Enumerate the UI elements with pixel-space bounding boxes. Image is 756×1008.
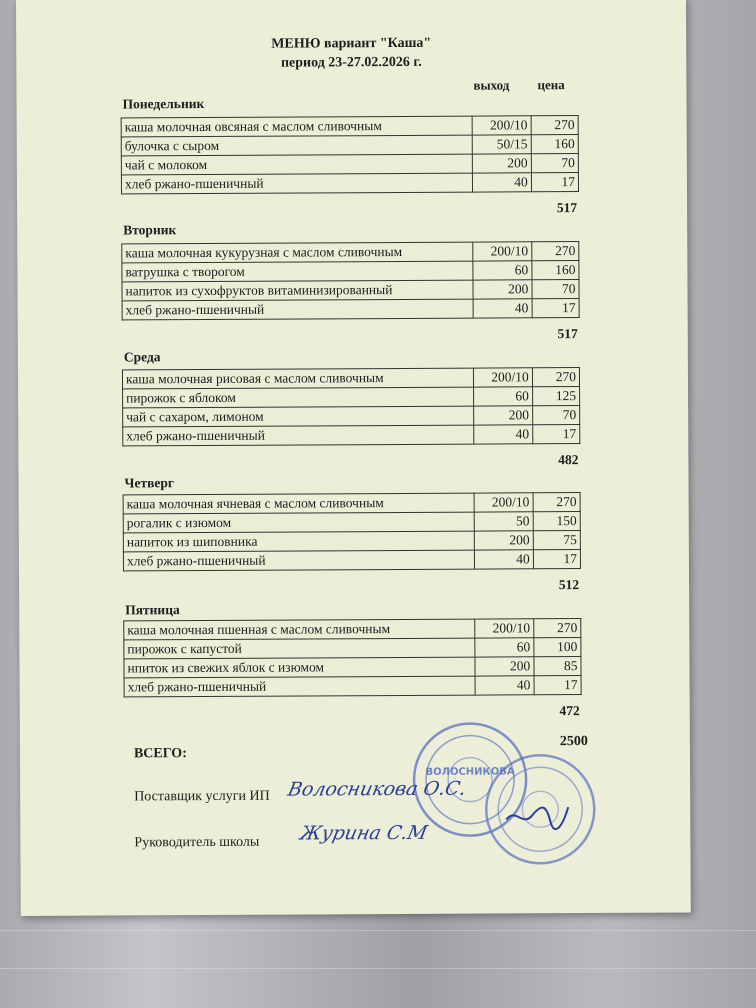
- table-row: [122, 242, 579, 263]
- table-row: [121, 173, 578, 194]
- dish-yield: 200/10: [474, 619, 533, 638]
- table-row: [123, 493, 580, 514]
- dish-name: каша молочная ячневая с маслом сливочным: [123, 493, 474, 514]
- table-row: [123, 550, 580, 571]
- dish-name: хлеб ржано-пшеничный: [123, 425, 474, 446]
- dish-yield: 200: [473, 406, 532, 425]
- table-row: [124, 676, 581, 697]
- dish-price: 17: [532, 299, 579, 318]
- dish-name: пирожок с капустой: [124, 638, 475, 659]
- dish-yield: 200/10: [473, 368, 532, 387]
- dish-name: чай с молоком: [121, 154, 472, 175]
- signature-scribble-icon: [502, 797, 572, 837]
- table-row: [124, 638, 581, 659]
- dish-name: хлеб ржано-пшеничный: [122, 299, 473, 320]
- dish-name: каша молочная пшенная с маслом сливочным: [124, 619, 475, 640]
- dish-name: хлеб ржано-пшеничный: [121, 173, 472, 194]
- dish-price: 125: [532, 387, 579, 406]
- stamp-text: ВОЛОСНИКОВА: [425, 766, 515, 778]
- dish-name: нпиток из свежих яблок с изюмом: [124, 657, 475, 678]
- dish-price: 17: [533, 425, 580, 444]
- day-menu-table: [121, 241, 579, 320]
- dish-price: 17: [531, 173, 578, 192]
- dish-yield: 60: [474, 638, 533, 657]
- dish-yield: 200: [474, 657, 533, 676]
- day-total: 512: [558, 577, 580, 593]
- dish-name: хлеб ржано-пшеничный: [123, 550, 474, 571]
- dish-yield: 60: [473, 387, 532, 406]
- dish-price: 85: [534, 657, 581, 676]
- grand-total-label: ВСЕГО:: [133, 746, 187, 762]
- dish-price: 150: [533, 512, 580, 531]
- dish-price: 70: [532, 406, 579, 425]
- dish-name: каша молочная кукурузная с маслом сливочным: [122, 242, 473, 263]
- day-total: 482: [558, 452, 579, 468]
- dish-price: 70: [531, 154, 578, 173]
- dish-price: 270: [532, 242, 579, 261]
- dish-name: каша молочная рисовая с маслом сливочным: [122, 368, 473, 389]
- dish-yield: 50/15: [472, 135, 531, 154]
- day-heading: Четверг: [124, 475, 175, 491]
- grand-total-value: 2500: [559, 734, 588, 750]
- dish-yield: 200: [473, 280, 532, 299]
- supplier-signature: Волосникова О.С.: [285, 777, 469, 801]
- supplier-label: Поставщик услуги ИП: [134, 788, 270, 805]
- menu-sheet: [16, 0, 691, 916]
- director-label: Руководитель школы: [134, 834, 260, 851]
- dish-yield: 40: [474, 550, 533, 569]
- table-row: [123, 512, 580, 533]
- dish-name: хлеб ржано-пшеничный: [124, 676, 475, 697]
- table-row: [121, 154, 578, 175]
- dish-yield: 50: [474, 512, 533, 531]
- dish-yield: 200/10: [472, 242, 531, 261]
- dish-price: 75: [533, 531, 580, 550]
- dish-yield: 40: [473, 299, 532, 318]
- table-row: [122, 299, 579, 320]
- table-row: [123, 425, 580, 446]
- table-row: [122, 368, 579, 389]
- dish-yield: 40: [475, 676, 534, 695]
- dish-yield: 200/10: [474, 493, 533, 512]
- day-heading: Пятница: [125, 602, 180, 618]
- dish-price: 270: [531, 116, 578, 135]
- day-total: 472: [559, 703, 580, 719]
- dish-yield: 40: [472, 173, 531, 192]
- day-total: 517: [557, 326, 578, 342]
- day-menu-table: [121, 115, 579, 194]
- dish-name: чай с сахаром, лимоном: [123, 406, 474, 427]
- table-row: [123, 406, 580, 427]
- dish-price: 17: [534, 676, 581, 695]
- dish-price: 17: [533, 550, 580, 569]
- table-row: [122, 280, 579, 301]
- day-menu-table: [123, 618, 581, 697]
- day-heading: Вторник: [123, 222, 177, 238]
- table-row: [124, 619, 581, 640]
- table-row: [124, 657, 581, 678]
- table-row: [123, 387, 580, 408]
- document-title: МЕНЮ вариант "Каша": [271, 35, 432, 52]
- dish-price: 100: [534, 638, 581, 657]
- document-period: период 23-27.02.2026 г.: [280, 54, 422, 71]
- yield-column-header: выход: [473, 77, 510, 93]
- price-column-header: цена: [537, 77, 565, 93]
- dish-name: напиток из сухофруктов витаминизированный: [122, 280, 473, 301]
- dish-name: каша молочная овсяная с маслом сливочным: [121, 116, 472, 137]
- dish-price: 270: [532, 368, 579, 387]
- dish-name: рогалик с изюмом: [123, 512, 474, 533]
- dish-name: пирожок с яблоком: [123, 387, 474, 408]
- dish-price: 70: [532, 280, 579, 299]
- day-total: 517: [556, 200, 578, 216]
- day-heading: Понедельник: [122, 96, 205, 112]
- dish-yield: 200: [472, 154, 531, 173]
- dish-price: 270: [534, 619, 581, 638]
- day-menu-table: [122, 367, 580, 446]
- day-menu-table: [123, 492, 581, 571]
- table-row: [123, 531, 580, 552]
- dish-price: 270: [533, 493, 580, 512]
- dish-yield: 200/10: [472, 116, 531, 135]
- dish-name: напиток из шиповника: [123, 531, 474, 552]
- table-row: [122, 261, 579, 282]
- dish-name: булочка с сыром: [121, 135, 472, 156]
- dish-price: 160: [532, 261, 579, 280]
- dish-yield: 200: [474, 531, 533, 550]
- dish-yield: 40: [473, 425, 532, 444]
- director-signature: Журина С.М: [298, 821, 430, 845]
- dish-yield: 60: [472, 261, 531, 280]
- dish-name: ватрушка с творогом: [122, 261, 473, 282]
- day-heading: Среда: [123, 349, 161, 365]
- table-row: [121, 135, 578, 156]
- table-row: [121, 116, 578, 137]
- dish-price: 160: [531, 135, 578, 154]
